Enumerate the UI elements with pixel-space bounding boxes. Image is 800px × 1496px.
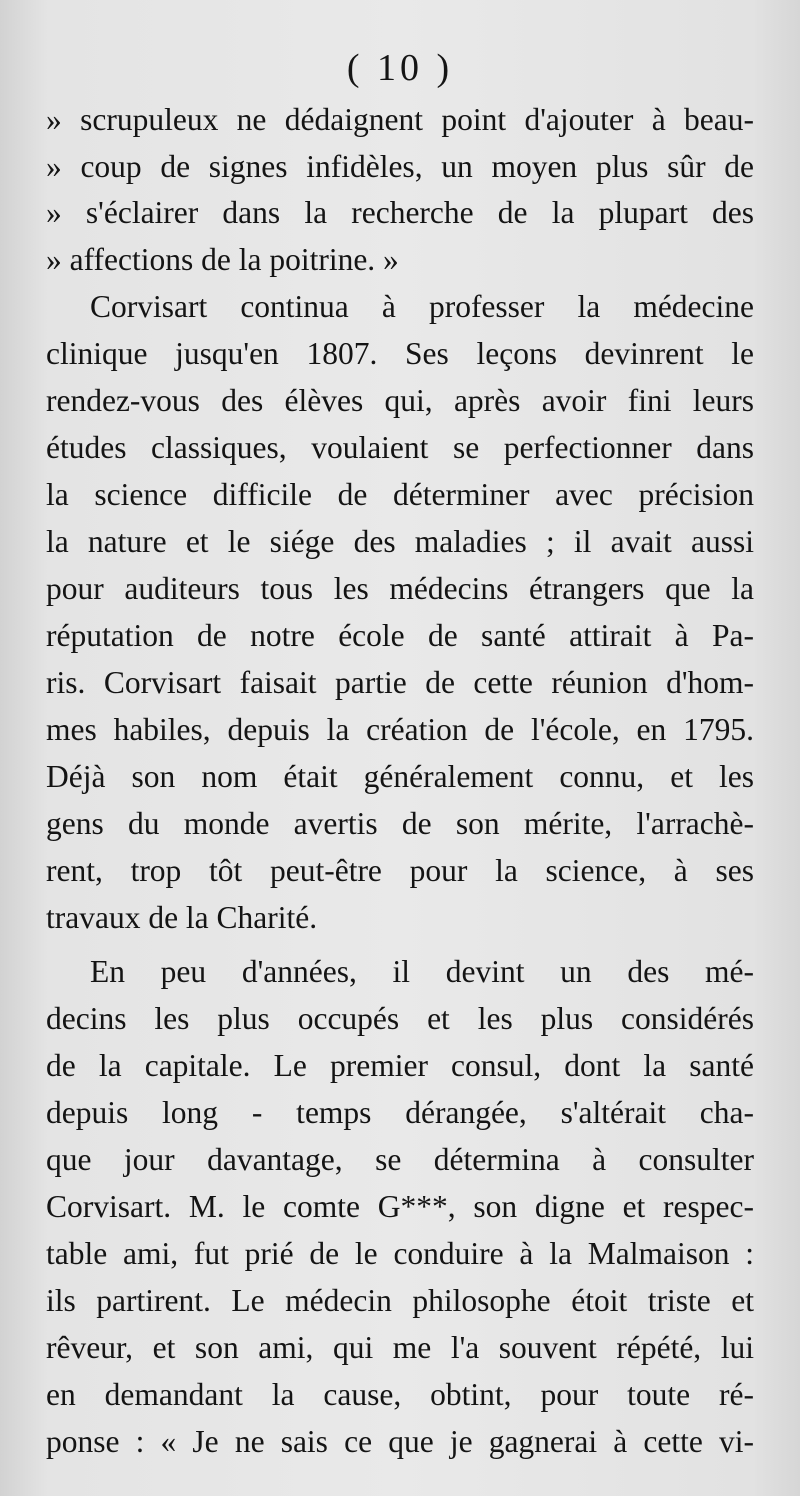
text-line: » s'éclairer dans la recherche de la plupart des bbox=[46, 195, 754, 230]
page-number-header: ( 10 ) bbox=[346, 47, 454, 89]
text-line: en demandant la cause, obtint, pour toute ré- bbox=[46, 1377, 754, 1412]
paragraph-first-line: Corvisart continua à professer la médecine bbox=[90, 289, 754, 324]
text-line: ris. Corvisart faisait partie de cette réunion d'hom- bbox=[46, 665, 754, 700]
text-line: rêveur, et son ami, qui me l'a souvent répété, lui bbox=[46, 1330, 754, 1365]
text-line: decins les plus occupés et les plus considérés bbox=[46, 1001, 754, 1036]
paragraph-first-line: En peu d'années, il devint un des mé- bbox=[90, 954, 754, 989]
text-line: Déjà son nom était généralement connu, et les bbox=[46, 759, 754, 794]
text-line: rent, trop tôt peut-être pour la science, à ses bbox=[46, 853, 754, 888]
text-line: table ami, fut prié de le conduire à la Malmaison : bbox=[46, 1236, 754, 1271]
text-line: études classiques, voulaient se perfectionner dans bbox=[46, 430, 754, 465]
text-line: mes habiles, depuis la création de l'école, en 1795. bbox=[46, 712, 754, 747]
text-line: pour auditeurs tous les médecins étrangers que la bbox=[46, 571, 754, 606]
text-line: ponse : « Je ne sais ce que je gagnerai à cette vi- bbox=[46, 1424, 754, 1459]
text-line: travaux de la Charité. bbox=[46, 900, 318, 935]
text-line: la nature et le siége des maladies ; il avait aussi bbox=[46, 524, 754, 559]
text-line: que jour davantage, se détermina à consulter bbox=[46, 1142, 754, 1177]
text-line: réputation de notre école de santé attirait à Pa- bbox=[46, 618, 754, 653]
text-line: de la capitale. Le premier consul, dont la santé bbox=[46, 1048, 754, 1083]
text-line: » scrupuleux ne dédaignent point d'ajouter à beau- bbox=[46, 102, 754, 137]
text-line: ils partirent. Le médecin philosophe étoit triste et bbox=[46, 1283, 754, 1318]
text-line: Corvisart. M. le comte G***, son digne et respec- bbox=[46, 1189, 754, 1224]
text-line: » affections de la poitrine. » bbox=[46, 242, 399, 277]
text-line: clinique jusqu'en 1807. Ses leçons devinrent le bbox=[46, 336, 754, 371]
text-line: la science difficile de déterminer avec précision bbox=[46, 477, 754, 512]
text-line: rendez-vous des élèves qui, après avoir fini leurs bbox=[46, 383, 754, 418]
text-line: gens du monde avertis de son mérite, l'arrachè- bbox=[46, 806, 754, 841]
text-line: » coup de signes infidèles, un moyen plus sûr de bbox=[46, 149, 754, 184]
text-line: depuis long - temps dérangée, s'altérait cha- bbox=[46, 1095, 754, 1130]
